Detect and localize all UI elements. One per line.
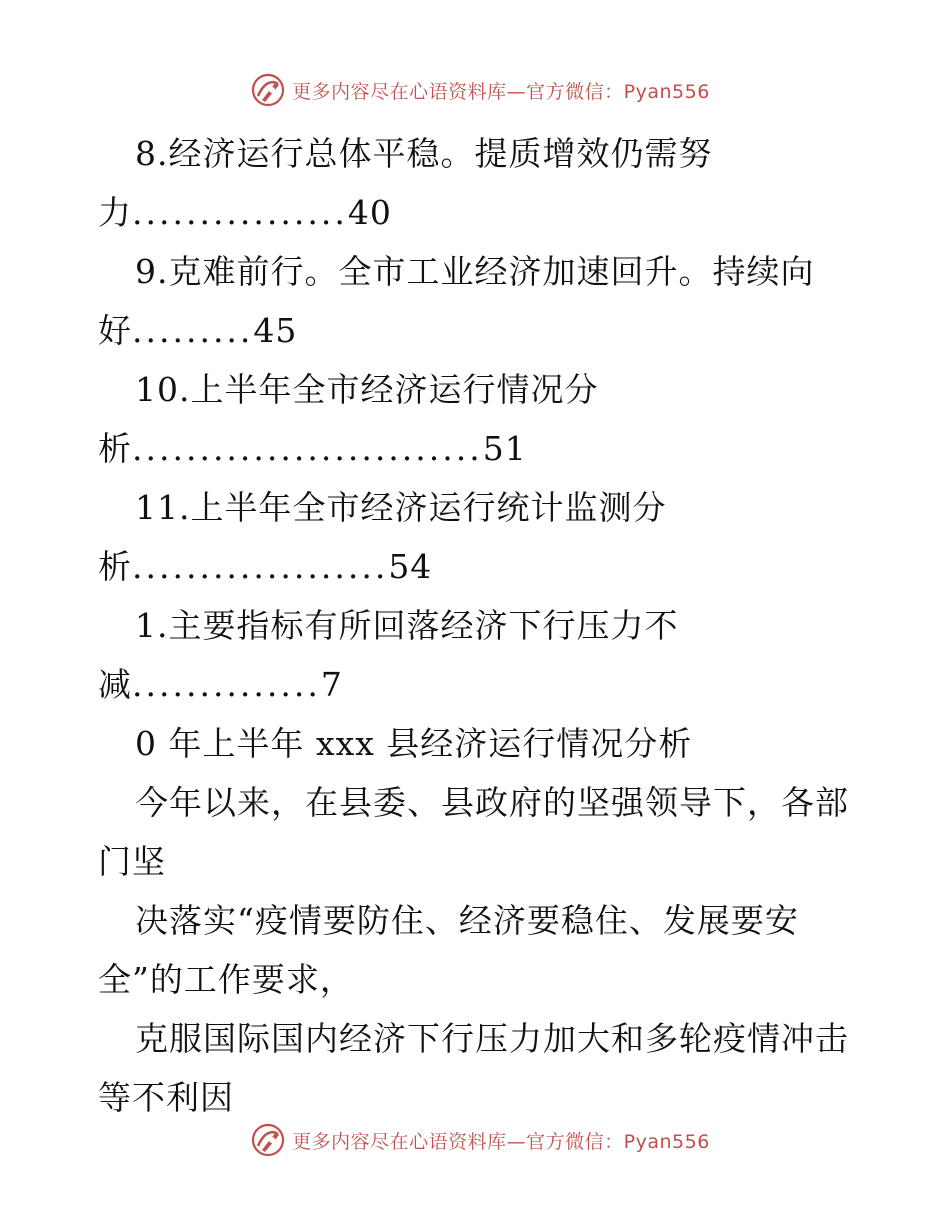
document-body <box>98 124 878 1127</box>
toc-page-number: 45 <box>253 311 298 350</box>
watermark-text: 更多内容尽在心语资料库—官方微信：Pyan556 <box>292 80 710 103</box>
toc-entry-leader: 好.........45 <box>98 311 298 350</box>
pen-logo-icon <box>250 72 286 108</box>
toc-entry-leader: 力................40 <box>98 193 392 232</box>
toc-entry-title: 11.上半年全市经济运行统计监测分 <box>135 488 667 527</box>
section-heading: 0 年上半年 xxx 县经济运行情况分析 <box>135 724 693 763</box>
paragraph-line: 门坚 <box>98 842 166 881</box>
toc-entry-title: 10.上半年全市经济运行情况分 <box>135 370 599 409</box>
paragraph-line: 全”的工作要求， <box>98 960 354 999</box>
watermark-text: 更多内容尽在心语资料库—官方微信：Pyan556 <box>292 1130 710 1153</box>
toc-page-number: 51 <box>482 429 527 468</box>
paragraph-line: 今年以来，在县委、县政府的坚强领导下，各部 <box>135 783 849 822</box>
toc-entry-title: 1.主要指标有所回落经济下行压力不 <box>135 606 679 645</box>
header-watermark <box>0 70 950 110</box>
pen-logo-icon <box>250 1122 286 1158</box>
toc-entry-title: 8.经济运行总体平稳。提质增效仍需努 <box>135 134 713 173</box>
footer-watermark <box>0 1120 950 1160</box>
paragraph-line: 克服国际国内经济下行压力加大和多轮疫情冲击 <box>135 1019 849 1058</box>
toc-page-number: 7 <box>320 665 343 704</box>
paragraph-line: 等不利因 <box>98 1078 234 1117</box>
toc-entry-leader: 析..........................51 <box>98 429 527 468</box>
toc-page-number: 40 <box>347 193 392 232</box>
toc-entry-title: 9.克难前行。全市工业经济加速回升。持续向 <box>135 252 815 291</box>
toc-entry-leader: 析...................54 <box>98 547 433 586</box>
paragraph-line: 决落实“疫情要防住、经济要稳住、发展要安 <box>135 901 799 940</box>
toc-entry-leader: 减..............7 <box>98 665 343 704</box>
toc-page-number: 54 <box>388 547 433 586</box>
